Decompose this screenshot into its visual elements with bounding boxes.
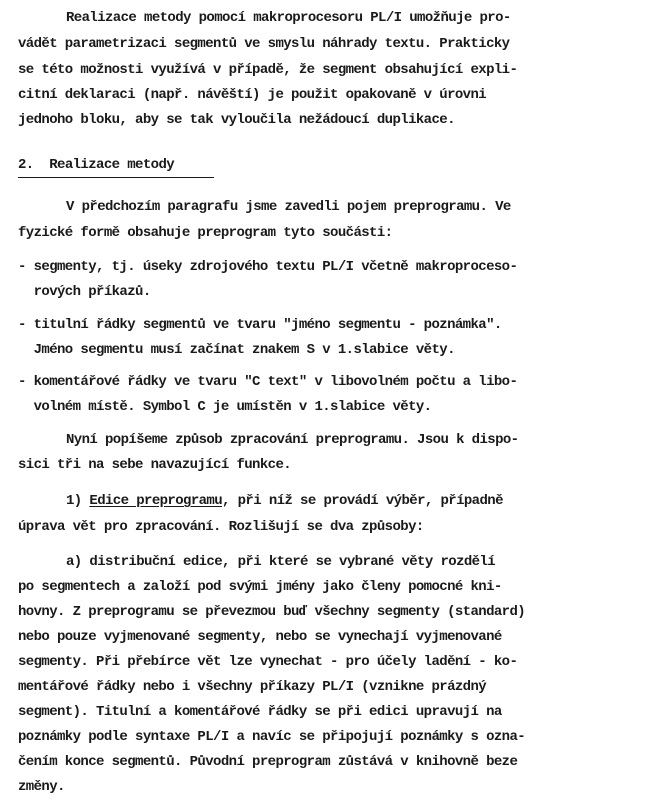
paragraph3-line-1: Nyní popíšeme způsob zpracování preprogramu. Jsou k dispo- — [66, 432, 519, 448]
paragraph1-line-3: se této možnosti využívá v případě, že segment obsahující expli- — [18, 62, 518, 78]
bullet-2-line-1: - titulní řádky segmentů ve tvaru "jméno segmentu - poznámka". — [18, 317, 502, 333]
paragraph1-line-1: Realizace metody pomocí makroprocesoru PL/I umožňuje pro- — [66, 10, 511, 26]
heading-underline — [18, 177, 214, 178]
paragraph1-line-4: citní deklaraci (např. návěští) je použit opakovaně v úrovni — [18, 87, 487, 103]
bullet-1-line-2: rových příkazů. — [18, 284, 151, 300]
item1-rest: , při níž se provádí výběr, případně — [222, 493, 503, 509]
section-title: Realizace metody — [49, 157, 175, 173]
item1-prefix: 1) — [66, 493, 90, 509]
paragraph3-line-2: sici tři na sebe navazující funkce. — [18, 457, 292, 473]
section-number: 2. — [18, 157, 34, 173]
item-a-line-2: po segmentech a založí pod svými jmény jako členy pomocné kni- — [18, 579, 502, 595]
bullet-2-line-2: Jméno segmentu musí začínat znakem S v 1.slabice věty. — [18, 342, 455, 358]
bullet-3-line-2: volném místě. Symbol C je umístěn v 1.slabice věty. — [18, 399, 432, 415]
item1-underlined-term: Edice preprogramu — [89, 493, 223, 509]
section-heading — [18, 156, 174, 174]
item1-line-1 — [66, 492, 503, 510]
item-a-line-3: hovny. Z preprogramu se převezmou buď všechny segmenty (standard) — [18, 604, 526, 620]
item-a-line-9: čením konce segmentů. Původní preprogram zůstává v knihovně beze — [18, 754, 518, 770]
item1-line-2: úprava vět pro zpracování. Rozlišují se dva způsoby: — [18, 519, 424, 535]
item-a-line-8: poznámky podle syntaxe PL/I a navíc se připojují poznámky s ozna- — [18, 729, 526, 745]
item-a-line-1: a) distribuční edice, při které se vybrané věty rozdělí — [66, 554, 496, 570]
paragraph1-line-5: jednoho bloku, aby se tak vyloučila nežádoucí duplikace. — [18, 112, 455, 128]
paragraph2-line-1: V předchozím paragrafu jsme zavedli pojem preprogramu. Ve — [66, 199, 511, 215]
bullet-1-line-1: - segmenty, tj. úseky zdrojového textu PL/I včetně makroproceso- — [18, 259, 518, 275]
paragraph1-line-2: vádět parametrizaci segmentů ve smyslu náhrady textu. Prakticky — [18, 36, 510, 52]
paragraph2-line-2: fyzické formě obsahuje preprogram tyto součásti: — [18, 225, 393, 241]
item-a-line-5: segmenty. Při přebírce vět lze vynechat - pro účely ladění - ko- — [18, 654, 518, 670]
item-a-line-4: nebo pouze vyjmenované segmenty, nebo se vynechají vyjmenované — [18, 629, 502, 645]
item-a-line-10: změny. — [18, 779, 65, 795]
item-a-line-7: segment). Titulní a komentářové řádky se při edici upravují na — [18, 704, 502, 720]
item-a-line-6: mentářové řádky nebo i všechny příkazy PL/I (vznikne prázdný — [18, 679, 487, 695]
bullet-3-line-1: - komentářové řádky ve tvaru "C text" v libovolném počtu a libo- — [18, 374, 518, 390]
